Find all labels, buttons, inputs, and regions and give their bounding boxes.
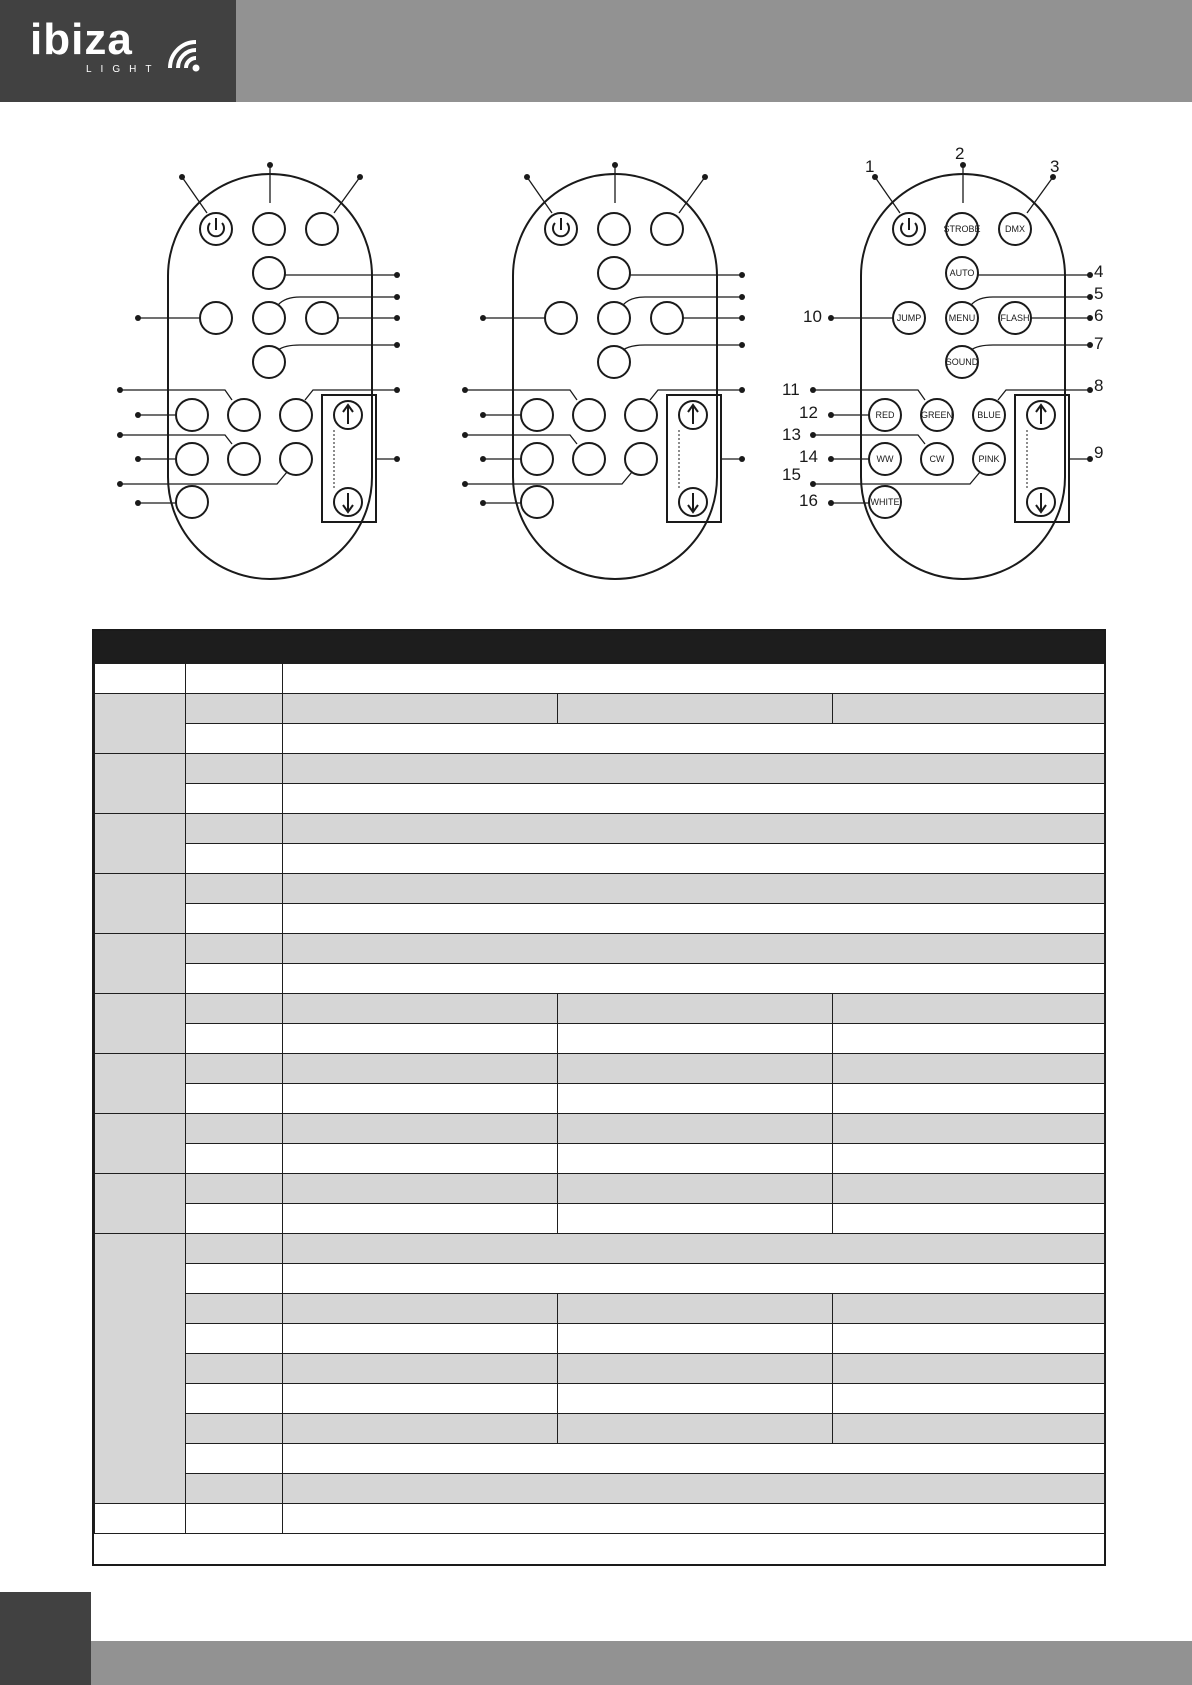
blue-button-label: BLUE xyxy=(977,410,1001,420)
table-row xyxy=(95,964,1105,994)
table-row xyxy=(95,1144,1105,1174)
callout-8: 8 xyxy=(1094,376,1104,395)
callout-9: 9 xyxy=(1094,443,1104,462)
spec-table-grid xyxy=(94,663,1105,1534)
footer-page-block xyxy=(0,1592,91,1685)
brand-logo xyxy=(0,0,236,102)
callout-13: 13 xyxy=(782,425,801,444)
table-row xyxy=(95,1414,1105,1444)
table-row xyxy=(95,874,1105,904)
table-row xyxy=(95,694,1105,724)
table-row xyxy=(95,1204,1105,1234)
flash-button-label: FLASH xyxy=(1000,313,1030,323)
remote-diagrams xyxy=(0,102,1192,622)
table-row xyxy=(95,1294,1105,1324)
table-row xyxy=(95,1024,1105,1054)
table-row xyxy=(95,784,1105,814)
table-row xyxy=(95,754,1105,784)
table-row xyxy=(95,934,1105,964)
table-row xyxy=(95,904,1105,934)
jump-button-label: JUMP xyxy=(896,313,922,323)
green-button-label: GREEN xyxy=(920,410,954,420)
table-row xyxy=(95,1264,1105,1294)
callout-2: 2 xyxy=(955,144,965,163)
callout-1: 1 xyxy=(865,157,875,176)
remote-diagram-blank-2 xyxy=(462,162,745,579)
callout-10: 10 xyxy=(803,307,822,326)
ww-button-label: WW xyxy=(876,454,894,464)
cw-button-label: CW xyxy=(929,454,945,464)
callout-14: 14 xyxy=(799,447,818,466)
table-row xyxy=(95,1354,1105,1384)
logo-wordmark: ibiza xyxy=(30,15,133,64)
sound-button-label: SOUND xyxy=(945,357,979,367)
callout-6: 6 xyxy=(1094,306,1104,325)
table-row xyxy=(95,1444,1105,1474)
table-row xyxy=(95,1174,1105,1204)
dmx-button-label: DMX xyxy=(1005,224,1025,234)
table-row xyxy=(95,1114,1105,1144)
red-button-label: RED xyxy=(875,410,895,420)
pink-button-label: PINK xyxy=(978,454,1000,464)
callout-5: 5 xyxy=(1094,284,1104,303)
callout-12: 12 xyxy=(799,403,818,422)
table-row xyxy=(95,1084,1105,1114)
strobe-button-label: STROBE xyxy=(943,224,981,234)
table-row xyxy=(95,724,1105,754)
table-row xyxy=(95,814,1105,844)
menu-button-label: MENU xyxy=(948,313,976,323)
table-row xyxy=(95,1384,1105,1414)
callout-15: 15 xyxy=(782,465,801,484)
specification-table xyxy=(92,629,1106,1566)
table-row xyxy=(95,1504,1105,1534)
table-row xyxy=(95,1324,1105,1354)
table-title-bar xyxy=(94,631,1104,663)
footer-bar xyxy=(91,1641,1192,1685)
table-row xyxy=(95,1234,1105,1264)
callout-11: 11 xyxy=(782,380,800,399)
table-row xyxy=(95,1054,1105,1084)
white-button-label: WHITE xyxy=(870,497,900,507)
remote-diagram-labelled xyxy=(782,144,1103,579)
callout-4: 4 xyxy=(1094,262,1104,281)
table-row xyxy=(95,844,1105,874)
remote-diagram-blank-1 xyxy=(117,162,400,579)
callout-16: 16 xyxy=(799,491,818,510)
auto-button-label: AUTO xyxy=(949,268,975,278)
table-row xyxy=(95,994,1105,1024)
logo-subtext: LIGHT xyxy=(86,64,161,75)
table-row xyxy=(95,1474,1105,1504)
callout-7: 7 xyxy=(1094,334,1104,353)
callout-3: 3 xyxy=(1050,157,1060,176)
table-row xyxy=(95,664,1105,694)
